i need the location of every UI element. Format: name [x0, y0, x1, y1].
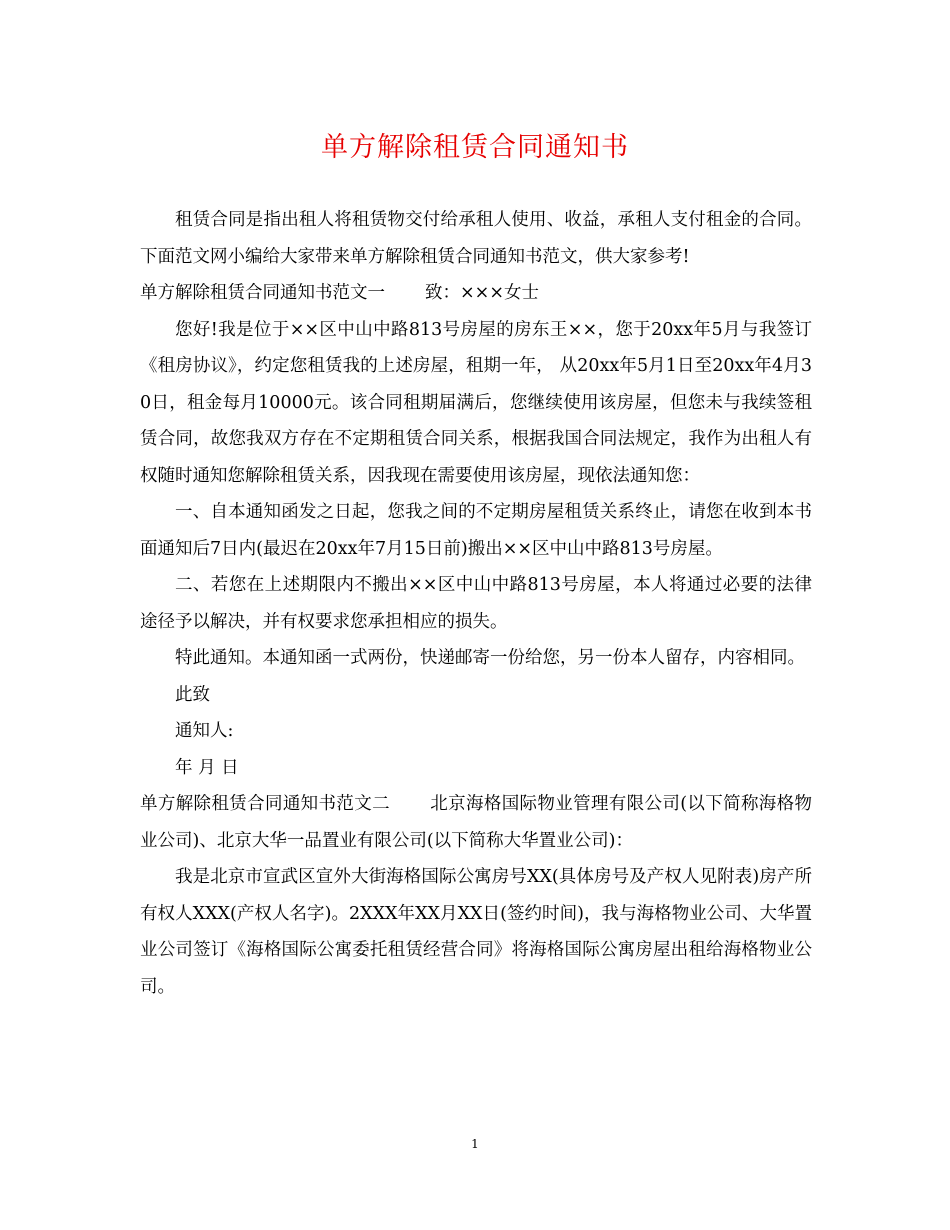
document-title: 单方解除租赁合同通知书: [321, 132, 629, 163]
sample1-paragraph-1: 您好!我是位于××区中山中路813号房屋的房东王××，您于20xx年5月与我签订《租房协议》，约定您租赁我的上述房屋，租期一年， 从20xx年5月1日至20xx年4月30日，租金每月10000元。该合同租期届满后，您继续使用该房屋，但您未与我续签租赁合同，故您我双方存在不定期租赁合同关系，根据我国合同法规定，我作为出租人有权随时通知您解除租赁关系，因我现在需要使用该房屋，现依法通知您：: [140, 319, 812, 486]
sample1-closing: 此致: [175, 684, 210, 705]
sample2-heading: 单方解除租赁合同通知书范文二: [140, 794, 390, 814]
sample1-heading-line: [140, 275, 812, 312]
sample1-paragraph-2: 一、自本通知函发之日起，您我之间的不定期房屋租赁关系终止，请您在收到本书面通知后7日内(最迟在20xx年7月15日前)搬出××区中山中路813号房屋。: [140, 502, 812, 559]
sample1-paragraph-3: 二、若您在上述期限内不搬出××区中山中路813号房屋，本人将通过必要的法律途径予以解决，并有权要求您承担相应的损失。: [140, 575, 812, 632]
sample1-heading: 单方解除租赁合同通知书范文一: [140, 283, 385, 303]
sample2-heading-line: [140, 786, 812, 859]
sample1-date: 年 月 日: [175, 757, 239, 778]
sample1-addressee: 致：×××女士: [425, 283, 539, 303]
sample2-paragraph-1: 我是北京市宣武区宣外大街海格国际公寓房号XX(具体房号及产权人见附表)房产所有权人XXX(产权人名字)。2XXX年XX月XX日(签约时间)，我与海格物业公司、大华置业公司签订《海格国际公寓委托租赁经营合同》将海格国际公寓房屋出租给海格物业公司。: [140, 867, 812, 997]
sample1-notifier: 通知人:: [175, 721, 234, 741]
sample1-paragraph-4: 特此通知。本通知函一式两份，快递邮寄一份给您，另一份本人留存，内容相同。: [175, 648, 805, 668]
page-number: 1: [471, 1137, 479, 1151]
intro-paragraph: 租赁合同是指出租人将租赁物交付给承租人使用、收益，承租人支付租金的合同。下面范文网小编给大家带来单方解除租赁合同通知书范文，供大家参考!: [140, 210, 812, 267]
document-body: [140, 202, 812, 1005]
sample2-addressee: 北京海格国际物业管理有限公司(以下简称海格物业公司)、北京大华一品置业有限公司(以下简称大华置业公司)：: [140, 794, 813, 851]
